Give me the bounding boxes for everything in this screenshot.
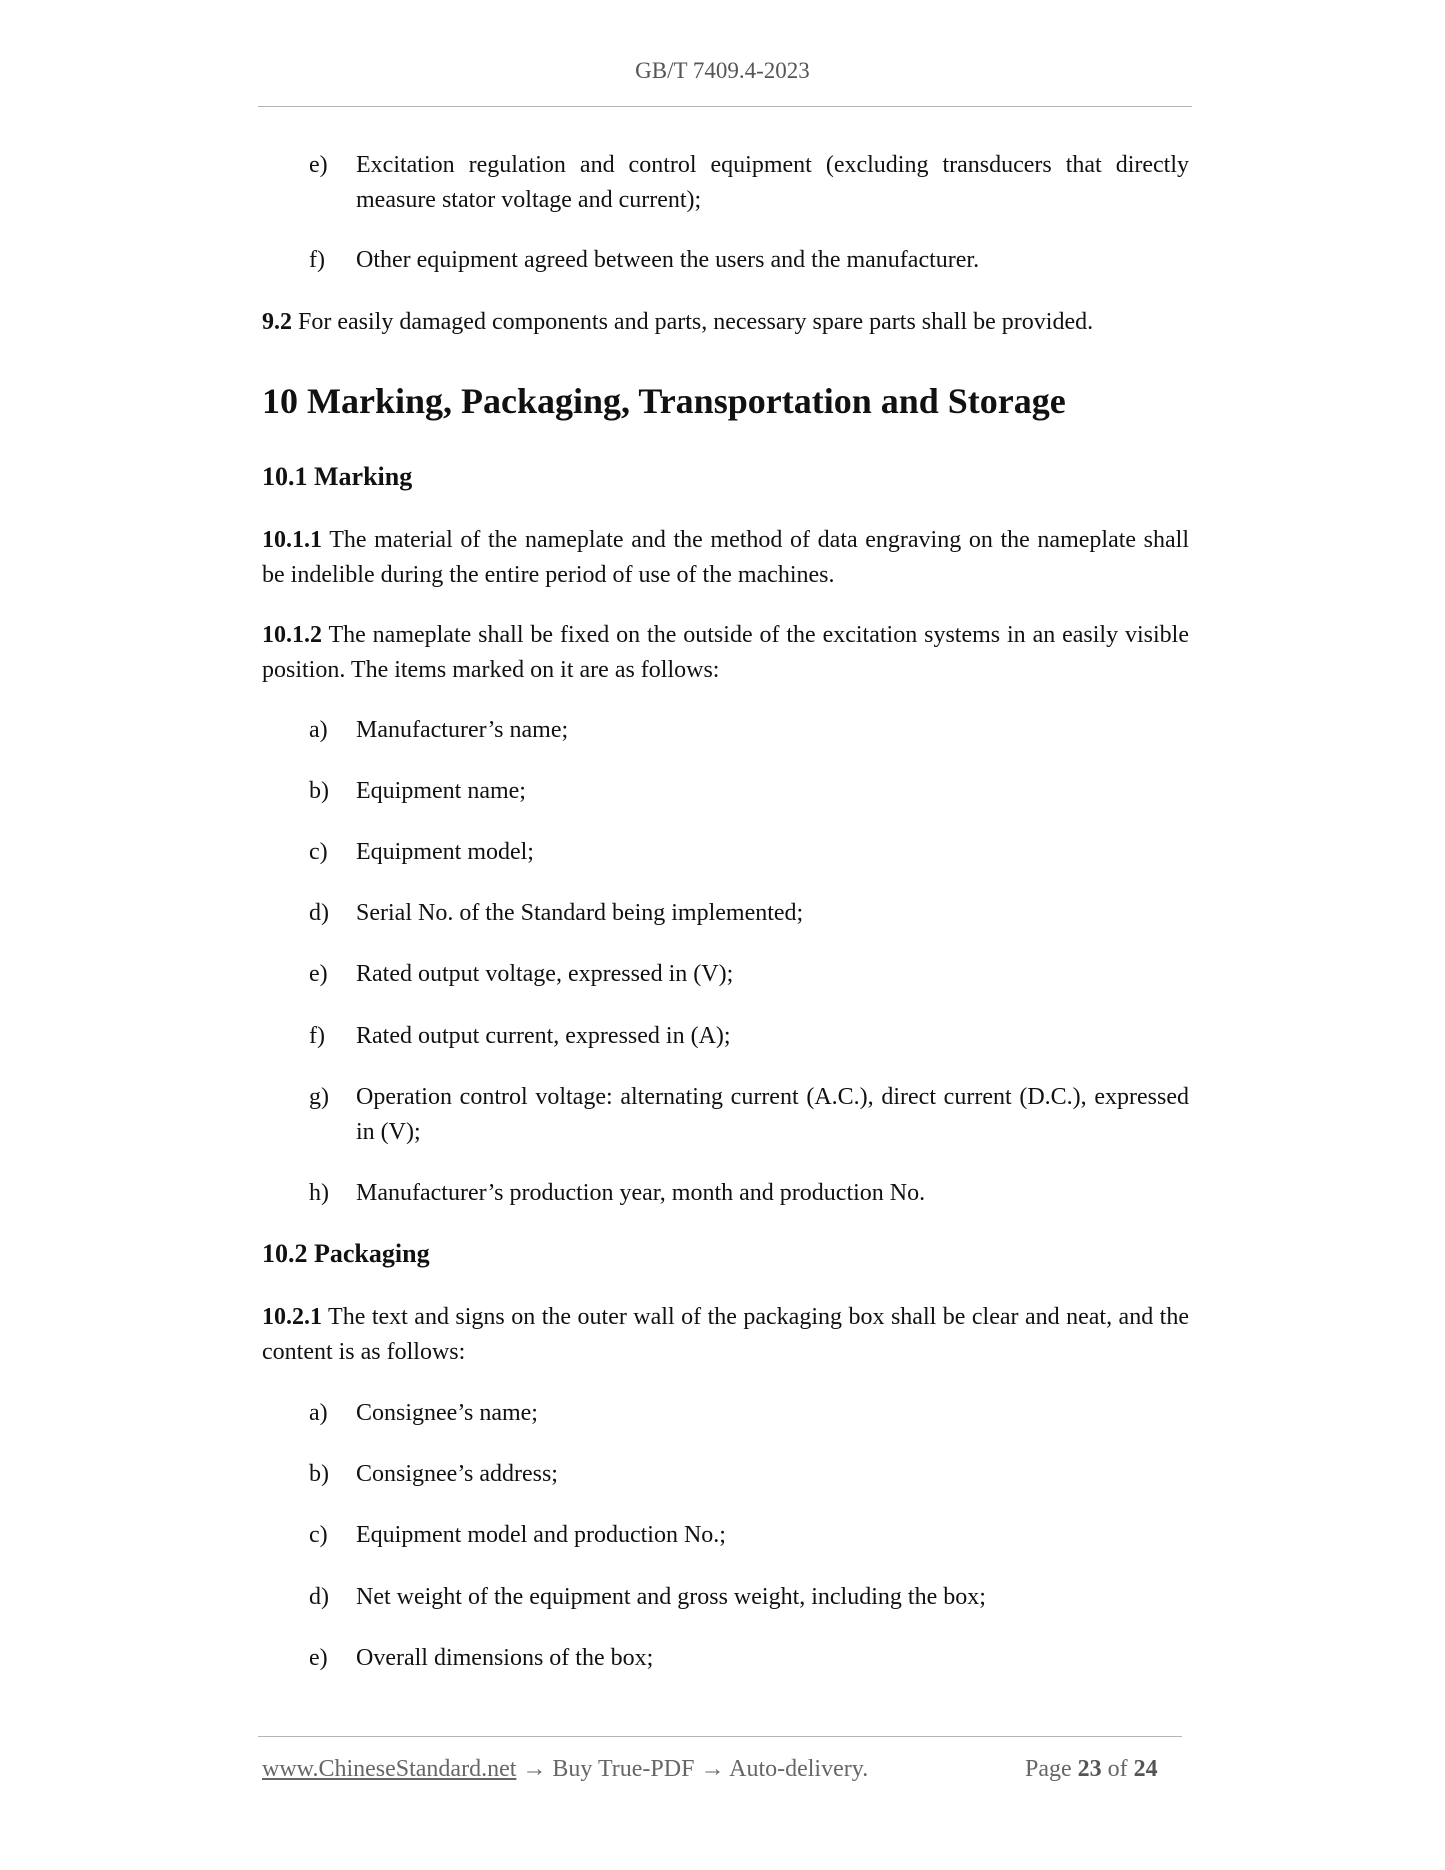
list-item-mark: e): [309, 961, 328, 987]
list-item-text: Overall dimensions of the box;: [356, 1645, 654, 1671]
list-item-mark: c): [309, 1522, 328, 1548]
list-item-text: Rated output voltage, expressed in (V);: [356, 961, 734, 987]
list-item-text: Other equipment agreed between the users and the manufacturer.: [356, 247, 980, 273]
list-item-mark: g): [309, 1084, 329, 1110]
list-item-text: Consignee’s name;: [356, 1400, 538, 1426]
list-item-text: Manufacturer’s name;: [356, 717, 569, 743]
clause-text: The material of the nameplate and the method of data engraving on the nameplate shall be indelible during the entire period of use of the machines.: [262, 527, 1189, 588]
list-item-mark: b): [309, 778, 329, 804]
list-item-mark: d): [309, 900, 329, 926]
list-item-text: Consignee’s address;: [356, 1461, 558, 1487]
list-item-text: Equipment model;: [356, 839, 534, 865]
footer-promo: [262, 1756, 868, 1783]
total-pages: 24: [1133, 1756, 1158, 1782]
footer-divider: [258, 1736, 1182, 1737]
footer-promo-text: → Buy True-PDF → Auto-delivery.: [516, 1756, 869, 1782]
list-item-text: Serial No. of the Standard being implemented;: [356, 900, 804, 926]
clause-10-1-2: [262, 618, 1189, 688]
clause-number: 10.1.2: [262, 622, 322, 648]
clause-number: 10.1.1: [262, 527, 322, 553]
section-10-2-heading: 10.2 Packaging: [262, 1239, 430, 1268]
list-item-text: Rated output current, expressed in (A);: [356, 1023, 731, 1049]
list-item-mark: e): [309, 1645, 328, 1671]
list-item-mark: f): [309, 247, 325, 273]
list-item-mark: c): [309, 839, 328, 865]
clause-10-2-1: [262, 1300, 1189, 1370]
clause-9-2: [262, 305, 1189, 340]
page-word: Page: [1025, 1756, 1078, 1782]
list-item-mark: e): [309, 152, 328, 178]
list-item-mark: h): [309, 1180, 329, 1206]
list-item-text: Equipment model and production No.;: [356, 1522, 726, 1548]
section-10-heading: 10 Marking, Packaging, Transportation and Storage: [262, 381, 1066, 421]
section-10-1-heading: 10.1 Marking: [262, 462, 413, 491]
clause-text: The text and signs on the outer wall of the packaging box shall be clear and neat, and the content is as follows:: [262, 1304, 1189, 1365]
list-item-mark: f): [309, 1023, 325, 1049]
current-page: 23: [1077, 1756, 1102, 1782]
document-header: GB/T 7409.4-2023: [635, 58, 810, 83]
list-item-text: Manufacturer’s production year, month and production No.: [356, 1180, 926, 1206]
of-word: of: [1101, 1756, 1134, 1782]
list-item-mark: a): [309, 717, 328, 743]
header-divider: [258, 106, 1192, 107]
clause-number: 9.2: [262, 309, 292, 335]
list-item-text: Net weight of the equipment and gross weight, including the box;: [356, 1584, 986, 1610]
clause-10-1-1: [262, 523, 1189, 593]
website-link[interactable]: www.ChineseStandard.net: [262, 1756, 517, 1782]
list-item-text: Equipment name;: [356, 778, 526, 804]
list-item-text: Operation control voltage: alternating current (A.C.), direct current (D.C.), expressed in (V);: [356, 1084, 1189, 1145]
list-item-mark: b): [309, 1461, 329, 1487]
clause-number: 10.2.1: [262, 1304, 322, 1330]
list-item-text: Excitation regulation and control equipment (excluding transducers that directly measure stator voltage and current);: [356, 152, 1189, 213]
list-item-mark: a): [309, 1400, 328, 1426]
list-item-mark: d): [309, 1584, 329, 1610]
clause-text: The nameplate shall be fixed on the outside of the excitation systems in an easily visible position. The items marked on it are as follows:: [262, 622, 1189, 683]
clause-text: For easily damaged components and parts, necessary spare parts shall be provided.: [292, 309, 1094, 335]
page-number: [1025, 1756, 1158, 1783]
